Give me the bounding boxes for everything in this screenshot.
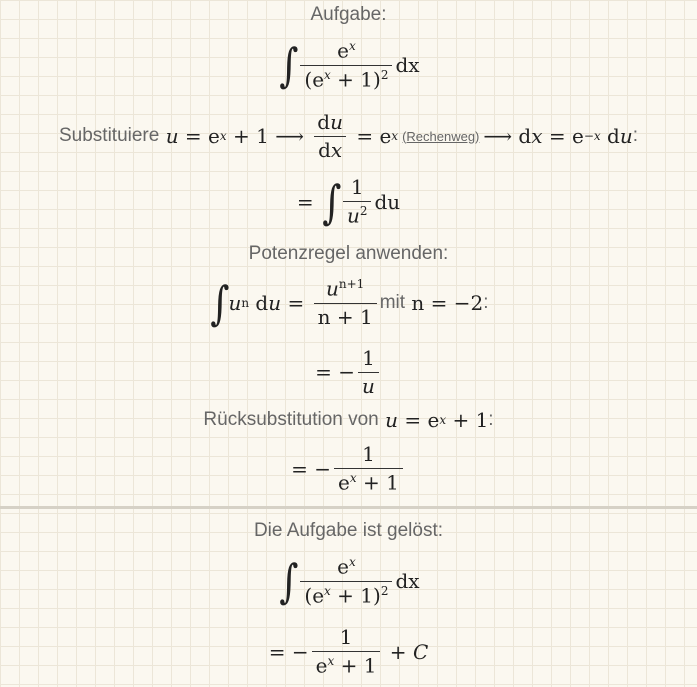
substituted-integral: = ∫ $\frac{1}{u^2}$ du bbox=[296, 175, 401, 229]
final-result: = − $\frac{1}{e^x + 1}$ + C bbox=[268, 625, 429, 678]
power-rule-formula: ∫ u n d u = $\frac{u^{n+1}}{n + 1}$ mit n = −2 : bbox=[210, 276, 489, 330]
solved-integral: ∫ $\frac{e^x}{(e^x + 1)^2}$ dx bbox=[279, 554, 420, 608]
task-integral: ∫ $\frac{e^x}{(e^x + 1)^2}$ dx bbox=[279, 38, 420, 92]
substitution-line: Substituiere u = e x + 1 ⟶ $\frac{du}{dx}$ = e x (Rechenweg) ⟶ d x = e −x d u : bbox=[58, 109, 639, 162]
divider bbox=[0, 506, 697, 509]
backsubstitution-line: Rücksubstitution von u = e x + 1 : bbox=[203, 408, 494, 432]
backsubstitution-label: Rücksubstitution von bbox=[203, 409, 379, 430]
mit-label: mit bbox=[379, 292, 406, 313]
substitution-label: Substituiere bbox=[58, 125, 160, 146]
rechenweg-link[interactable]: (Rechenweg) bbox=[402, 128, 480, 144]
task-heading: Aufgabe: bbox=[310, 4, 387, 25]
dx-symbol: dx bbox=[395, 53, 420, 77]
solved-heading: Die Aufgabe ist gelöst: bbox=[253, 520, 444, 541]
power-rule-heading: Potenzregel anwenden: bbox=[248, 243, 449, 264]
constant-c: C bbox=[412, 640, 429, 664]
dx-symbol-2: dx bbox=[395, 569, 420, 593]
antiderivative-u: = − $\frac{1}{u}$ bbox=[0, 344, 697, 400]
du-symbol: du bbox=[374, 190, 401, 214]
antiderivative-x: = − $\frac{1}{e^x + 1}$ bbox=[0, 440, 697, 498]
